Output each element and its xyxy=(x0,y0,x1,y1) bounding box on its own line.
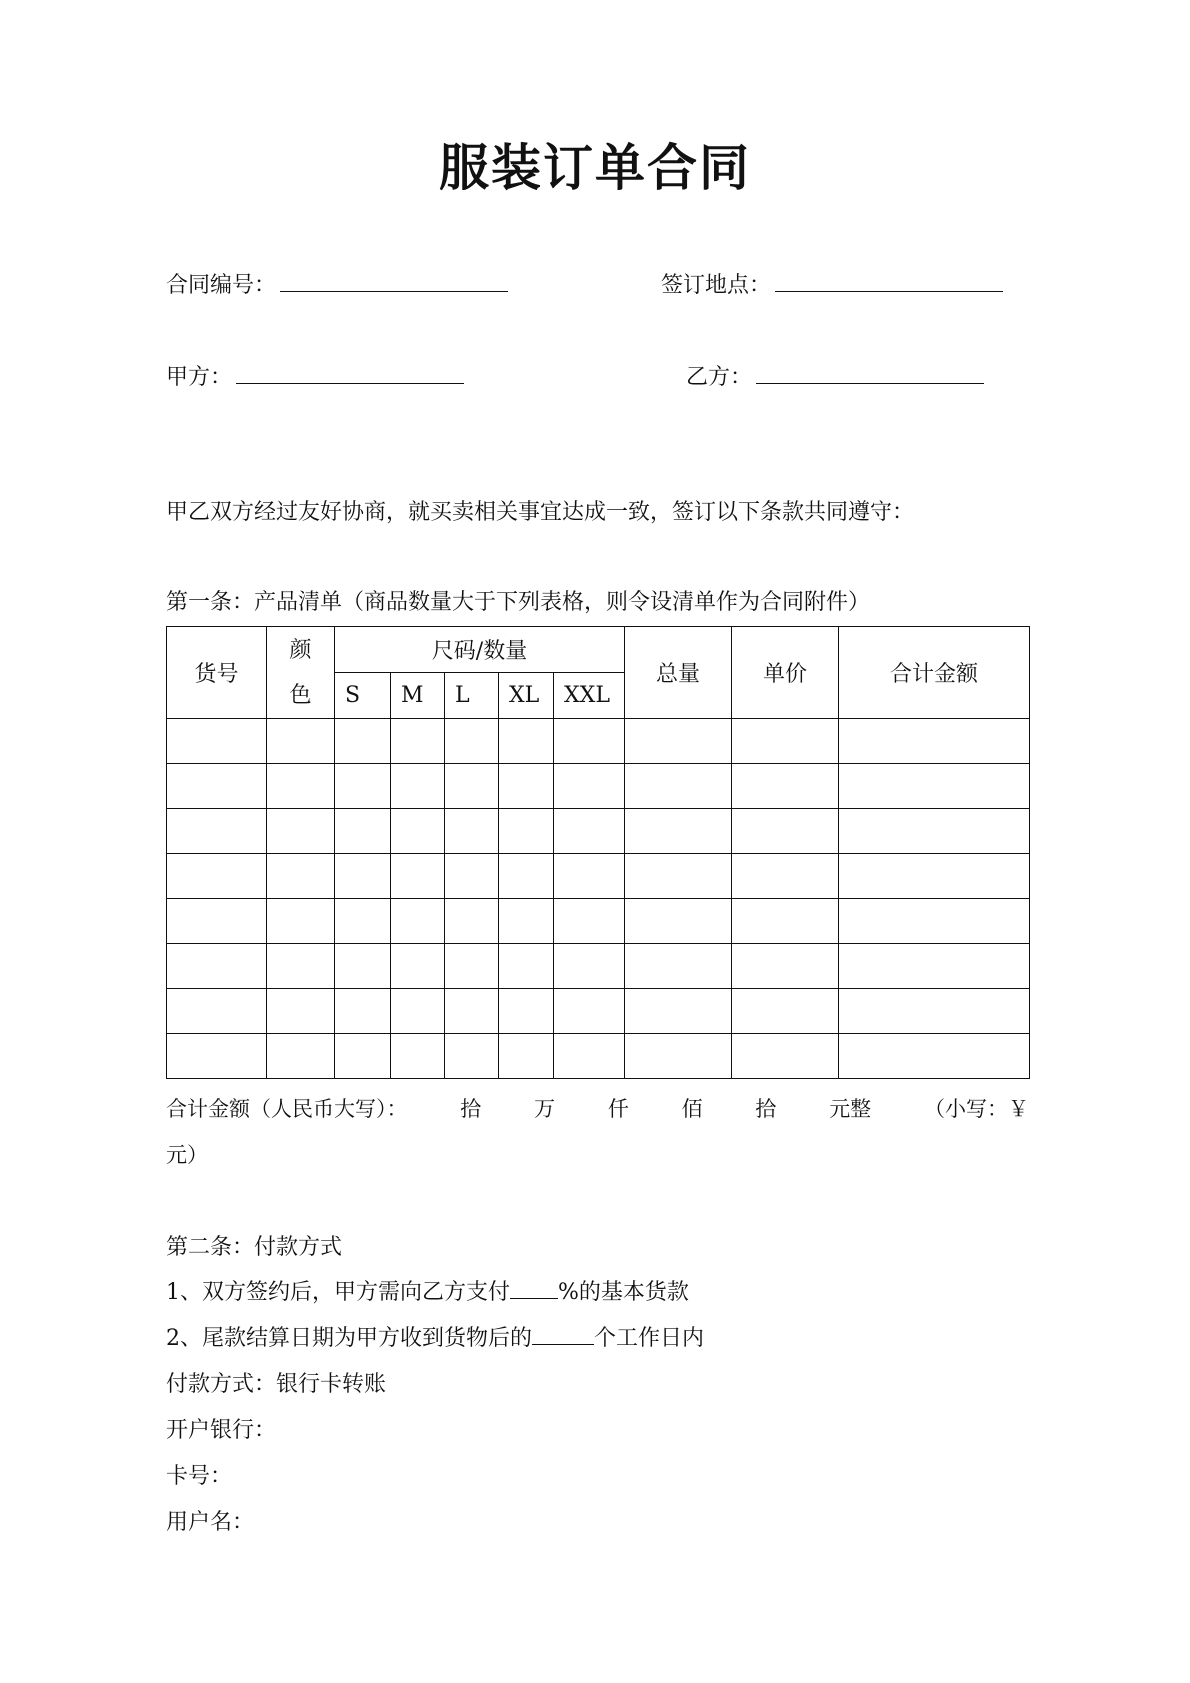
table-cell xyxy=(445,1034,499,1079)
sign-place-field xyxy=(661,268,1003,299)
party-b-blank xyxy=(756,363,984,384)
header-size-l: L xyxy=(445,673,499,719)
table-cell xyxy=(839,719,1030,764)
table-cell xyxy=(499,944,554,989)
table-cell xyxy=(167,764,267,809)
table-cell xyxy=(391,854,445,899)
total-amount-line xyxy=(166,1093,1029,1123)
table-cell xyxy=(732,854,839,899)
table-cell xyxy=(839,899,1030,944)
amount-small-label: （小写：￥ xyxy=(923,1097,1029,1121)
table-row xyxy=(167,899,1030,944)
table-cell xyxy=(554,809,625,854)
table-cell xyxy=(167,809,267,854)
table-cell xyxy=(839,809,1030,854)
table-cell xyxy=(267,854,335,899)
table-cell xyxy=(499,719,554,764)
table-cell xyxy=(391,899,445,944)
product-table-body xyxy=(167,719,1030,1079)
table-cell xyxy=(625,809,732,854)
table-cell xyxy=(445,719,499,764)
table-cell xyxy=(625,719,732,764)
header-total-qty: 总量 xyxy=(625,627,732,719)
sign-place-label: 签订地点： xyxy=(661,273,772,298)
table-row xyxy=(167,989,1030,1034)
amount-unit-bai: 佰 xyxy=(681,1097,703,1121)
table-cell xyxy=(554,944,625,989)
party-b-label: 乙方： xyxy=(686,365,753,390)
table-cell xyxy=(167,1034,267,1079)
table-cell xyxy=(335,1034,391,1079)
party-b-field xyxy=(686,360,984,391)
payment-term-2 xyxy=(166,1321,704,1352)
table-cell xyxy=(267,944,335,989)
table-cell xyxy=(554,719,625,764)
table-cell xyxy=(499,899,554,944)
party-a-field xyxy=(166,360,464,391)
sign-place-blank xyxy=(775,271,1003,292)
table-cell xyxy=(839,989,1030,1034)
table-row xyxy=(167,764,1030,809)
table-cell xyxy=(499,764,554,809)
table-cell xyxy=(554,899,625,944)
table-row xyxy=(167,854,1030,899)
table-cell xyxy=(732,899,839,944)
page-title: 服装订单合同 xyxy=(439,138,751,197)
table-cell xyxy=(167,989,267,1034)
table-cell xyxy=(167,899,267,944)
amount-unit-yuan: 元整 xyxy=(829,1097,872,1121)
table-cell xyxy=(625,854,732,899)
bank-name-label: 开户银行： xyxy=(166,1418,277,1443)
table-cell xyxy=(625,989,732,1034)
table-cell xyxy=(267,899,335,944)
table-cell xyxy=(335,854,391,899)
table-cell xyxy=(554,854,625,899)
table-cell xyxy=(391,944,445,989)
header-item-no: 货号 xyxy=(167,627,267,719)
header-size-xxl: XXL xyxy=(554,673,625,719)
table-cell xyxy=(391,1034,445,1079)
table-cell xyxy=(445,809,499,854)
header-total-amount: 合计金额 xyxy=(839,627,1030,719)
table-cell xyxy=(499,989,554,1034)
table-cell xyxy=(554,764,625,809)
table-cell xyxy=(732,719,839,764)
payment-term-2-pre: 2、尾款结算日期为甲方收到货物后的 xyxy=(166,1326,532,1351)
contract-number-label: 合同编号： xyxy=(166,273,277,298)
table-cell xyxy=(554,989,625,1034)
table-cell xyxy=(391,719,445,764)
table-cell xyxy=(554,1034,625,1079)
table-row xyxy=(167,944,1030,989)
table-cell xyxy=(499,854,554,899)
payment-days-blank xyxy=(532,1324,594,1345)
table-cell xyxy=(445,899,499,944)
amount-unit-wan: 万 xyxy=(534,1097,556,1121)
table-cell xyxy=(391,809,445,854)
table-cell xyxy=(445,944,499,989)
amount-label: 合计金额（人民币大写）： xyxy=(166,1097,408,1121)
username-label: 用户名： xyxy=(166,1510,255,1535)
amount-small-end: 元） xyxy=(166,1143,208,1167)
party-a-label: 甲方： xyxy=(166,365,233,390)
table-cell xyxy=(839,764,1030,809)
payment-method: 付款方式：银行卡转账 xyxy=(166,1372,387,1397)
table-cell xyxy=(267,1034,335,1079)
article-2-heading: 第二条：付款方式 xyxy=(166,1235,343,1260)
table-cell xyxy=(732,809,839,854)
table-cell xyxy=(445,989,499,1034)
header-unit-price: 单价 xyxy=(732,627,839,719)
contract-number-field xyxy=(166,268,508,299)
table-row xyxy=(167,1034,1030,1079)
header-size-s: S xyxy=(335,673,391,719)
table-cell xyxy=(625,764,732,809)
table-cell xyxy=(335,989,391,1034)
party-a-blank xyxy=(236,363,464,384)
table-cell xyxy=(839,1034,1030,1079)
amount-unit-shi-2: 拾 xyxy=(755,1097,777,1121)
payment-percent-blank xyxy=(510,1278,558,1299)
table-cell xyxy=(839,944,1030,989)
header-size-m: M xyxy=(391,673,445,719)
table-cell xyxy=(391,764,445,809)
table-cell xyxy=(732,1034,839,1079)
payment-term-1-pre: 1、双方签约后，甲方需向乙方支付 xyxy=(166,1280,510,1305)
table-cell xyxy=(625,899,732,944)
table-cell xyxy=(167,944,267,989)
payment-term-2-post: 个工作日内 xyxy=(594,1326,705,1351)
table-cell xyxy=(391,989,445,1034)
card-number-label: 卡号： xyxy=(166,1464,233,1489)
table-cell xyxy=(335,899,391,944)
header-size-qty: 尺码/数量 xyxy=(335,627,625,673)
table-cell xyxy=(267,719,335,764)
table-cell xyxy=(445,854,499,899)
table-cell xyxy=(267,809,335,854)
table-cell xyxy=(839,854,1030,899)
header-color-line2: 色 xyxy=(289,682,312,708)
table-cell xyxy=(445,764,499,809)
amount-unit-shi-1: 拾 xyxy=(460,1097,482,1121)
table-cell xyxy=(335,809,391,854)
header-color-line1: 颜 xyxy=(289,637,312,663)
table-cell xyxy=(167,719,267,764)
header-color xyxy=(267,627,335,719)
table-cell xyxy=(335,764,391,809)
product-table xyxy=(166,626,1030,1079)
payment-term-1-post: %的基本货款 xyxy=(558,1280,689,1305)
table-cell xyxy=(732,989,839,1034)
table-cell xyxy=(625,1034,732,1079)
intro-text: 甲乙双方经过友好协商，就买卖相关事宜达成一致，签订以下条款共同遵守： xyxy=(166,500,915,525)
table-cell xyxy=(335,944,391,989)
table-cell xyxy=(732,944,839,989)
table-cell xyxy=(267,989,335,1034)
table-cell xyxy=(499,809,554,854)
amount-unit-qian: 仟 xyxy=(607,1097,629,1121)
table-cell xyxy=(335,719,391,764)
header-size-xl: XL xyxy=(499,673,554,719)
payment-term-1 xyxy=(166,1275,689,1306)
table-cell xyxy=(732,764,839,809)
table-cell xyxy=(167,854,267,899)
table-cell xyxy=(499,1034,554,1079)
article-1-heading: 第一条：产品清单（商品数量大于下列表格，则令设清单作为合同附件） xyxy=(166,590,871,615)
contract-number-blank xyxy=(280,271,508,292)
table-row xyxy=(167,809,1030,854)
table-cell xyxy=(625,944,732,989)
table-row xyxy=(167,719,1030,764)
table-cell xyxy=(267,764,335,809)
